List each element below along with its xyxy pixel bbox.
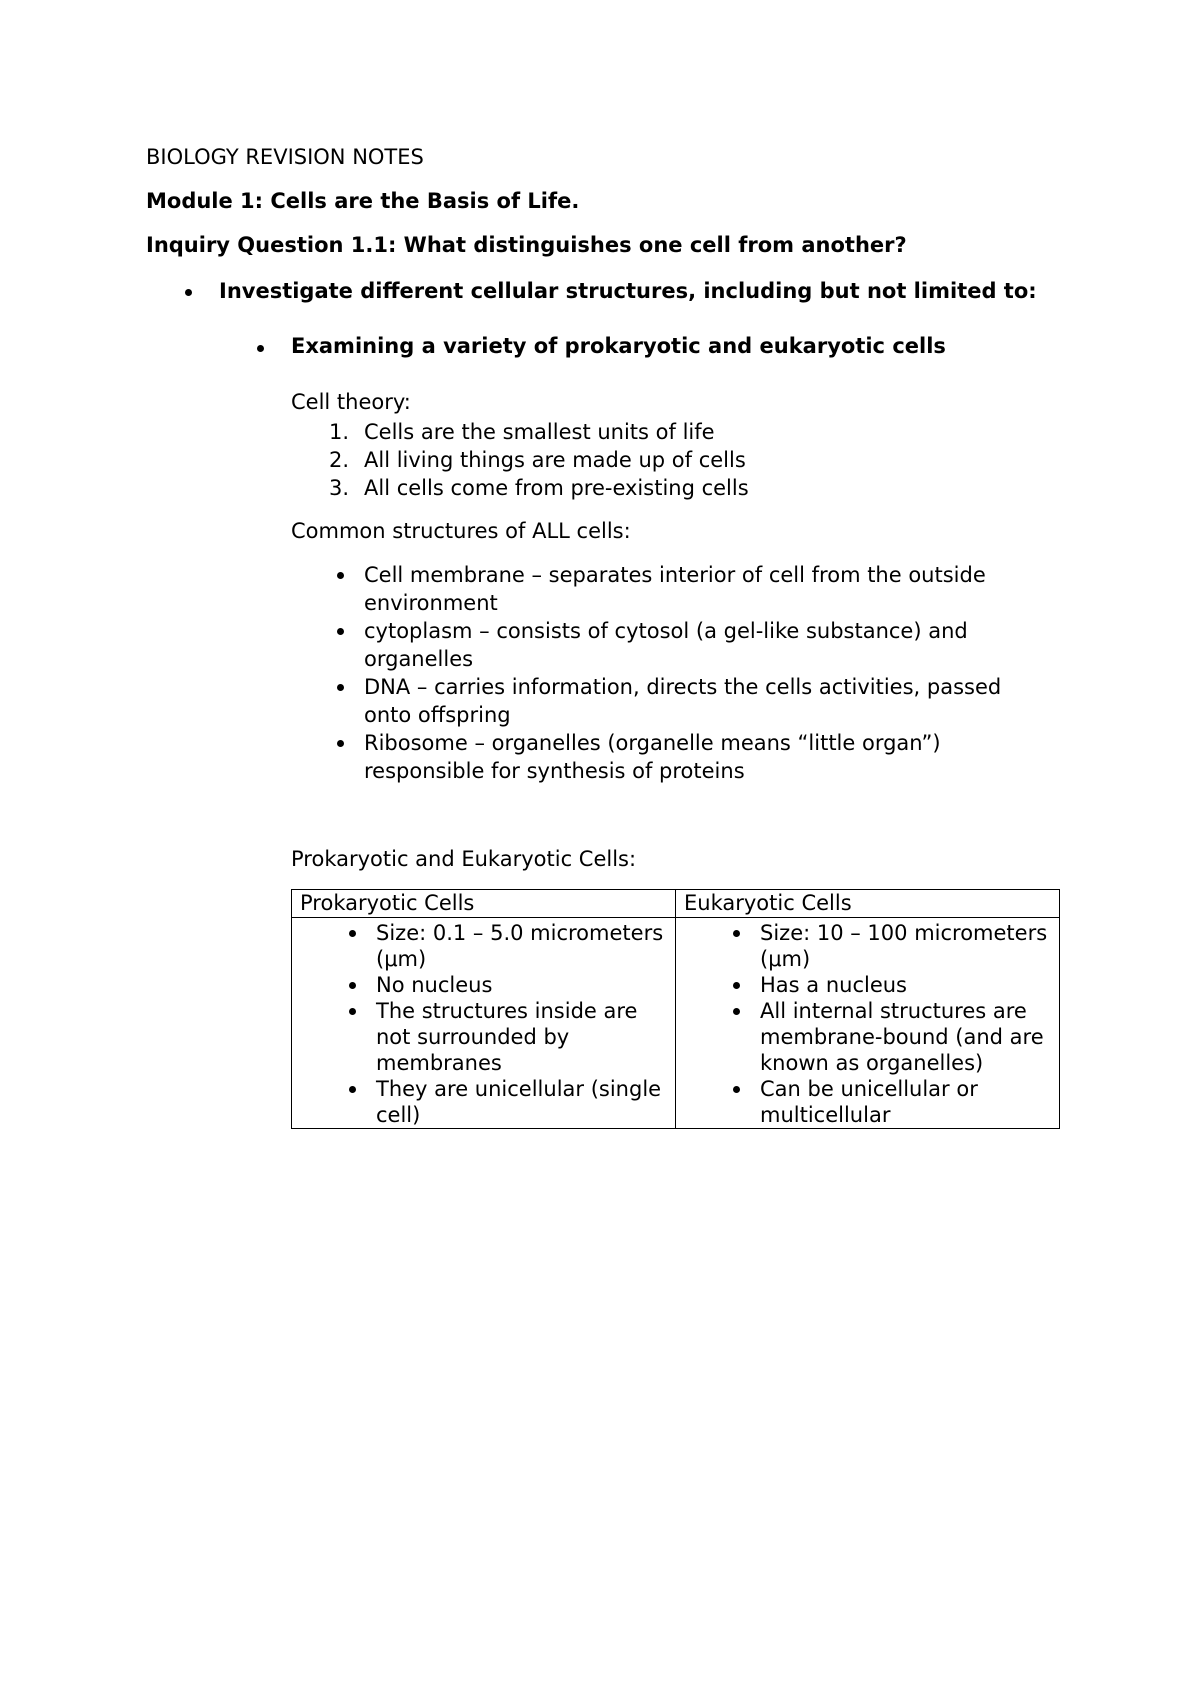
cell-theory-list [291,418,1091,502]
prokaryotic-cell [292,918,676,1129]
list-item [291,446,1091,474]
bullet-level2-text: Examining a variety of prokaryotic and eukaryotic cells [291,334,946,358]
list-item [291,617,1081,673]
list-item-text: Ribosome – organelles (organelle means “little organ”) responsible for synthesis of proteins [364,731,941,783]
list-item [300,920,667,972]
module-heading: Module 1: Cells are the Basis of Life. [146,189,580,213]
list-number: 2. [329,448,350,472]
list-item-text: Cell membrane – separates interior of cell from the outside environment [364,563,986,615]
bullet-icon [733,1086,740,1093]
list-item-text: Can be unicellular or multicellular [760,1077,978,1127]
list-number: 1. [329,420,350,444]
list-item [291,729,1081,785]
list-item [684,1076,1051,1128]
table-header-row [292,890,1060,918]
list-item-text: Cells are the smallest units of life [364,420,715,444]
list-item-text: DNA – carries information, directs the cells activities, passed onto offspring [364,675,1002,727]
eukaryotic-cell [676,918,1060,1129]
prokaryotic-list [300,920,667,1128]
list-item [291,673,1081,729]
list-item-text: The structures inside are not surrounded by membranes [376,999,638,1075]
list-item [300,1076,667,1128]
bullet-icon [185,289,192,296]
list-item-text: All internal structures are membrane-bound (and are known as organelles) [760,999,1044,1075]
list-item-text: Has a nucleus [760,973,907,997]
bullet-icon [337,572,344,579]
list-item-text: No nucleus [376,973,493,997]
comparison-label: Prokaryotic and Eukaryotic Cells: [291,847,637,871]
list-item-text: They are unicellular (single cell) [376,1077,662,1127]
bullet-icon [257,345,264,352]
bullet-icon [733,982,740,989]
list-item-text: All cells come from pre-existing cells [364,476,749,500]
list-item [684,998,1051,1076]
list-item [684,972,1051,998]
comparison-table [291,889,1060,1129]
bullet-icon [349,930,356,937]
common-structures-label: Common structures of ALL cells: [291,519,631,543]
list-item [291,561,1081,617]
bullet-icon [349,1086,356,1093]
bullet-icon [349,1008,356,1015]
list-item [291,418,1091,446]
eukaryotic-list [684,920,1051,1128]
table-header-prokaryotic: Prokaryotic Cells [292,890,676,918]
list-item [291,474,1091,502]
list-item-text: All living things are made up of cells [364,448,746,472]
table-row [292,918,1060,1129]
bullet-icon [337,740,344,747]
bullet-icon [337,628,344,635]
bullet-level1-text: Investigate different cellular structures, including but not limited to: [219,279,1037,303]
list-item [300,998,667,1076]
table-header-eukaryotic: Eukaryotic Cells [676,890,1060,918]
document-title: BIOLOGY REVISION NOTES [146,145,424,169]
bullet-icon [337,684,344,691]
list-item [684,920,1051,972]
list-item-text: Size: 0.1 – 5.0 micrometers (μm) [376,921,664,971]
list-item [300,972,667,998]
list-item-text: Size: 10 – 100 micrometers (μm) [760,921,1048,971]
cell-theory-label: Cell theory: [291,390,411,414]
common-structures-list [291,561,1081,785]
inquiry-question: Inquiry Question 1.1: What distinguishes one cell from another? [146,233,907,257]
bullet-icon [349,982,356,989]
list-item-text: cytoplasm – consists of cytosol (a gel-like substance) and organelles [364,619,968,671]
list-number: 3. [329,476,350,500]
bullet-icon [733,930,740,937]
bullet-icon [733,1008,740,1015]
